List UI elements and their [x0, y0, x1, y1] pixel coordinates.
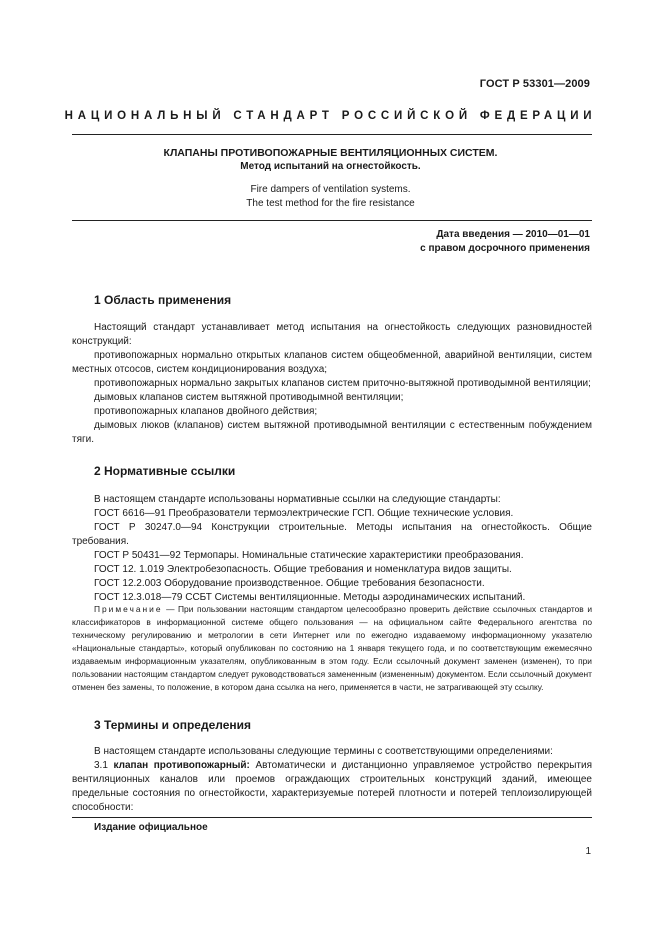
title-ru: КЛАПАНЫ ПРОТИВОПОЖАРНЫЕ ВЕНТИЛЯЦИОННЫХ СИСТЕМ. — [163, 147, 498, 159]
paragraph: противопожарных клапанов двойного действия; — [94, 406, 318, 417]
title-en-line1: Fire dampers of ventilation systems. — [250, 184, 411, 195]
reference-item: ГОСТ Р 50431—92 Термопары. Номинальные статические характеристики преобразования. — [94, 550, 524, 561]
reference-item: ГОСТ 6616—91 Преобразователи термоэлектрические ГСП. Общие технические условия. — [94, 508, 514, 519]
section-heading-terms: 3 Термины и определения — [94, 718, 252, 732]
section-references-body — [72, 493, 592, 605]
reference-item: ГОСТ 12.3.018—79 ССБТ Системы вентиляционные. Методы аэродинамических испытаний. — [94, 592, 526, 603]
gost-code: ГОСТ Р 53301—2009 — [479, 78, 590, 90]
section-scope-body — [72, 321, 592, 447]
early-application-note: с правом досрочного применения — [420, 243, 590, 254]
paragraph: противопожарных нормально открытых клапанов систем общеобменной, аварийной вентиляции, систем местных отсосов, систем кондиционирования воздуха; — [72, 350, 592, 375]
paragraph: дымовых люков (клапанов) систем вытяжной противодымной вентиляции с естественным побуждением тяги. — [72, 420, 592, 445]
page-number: 1 — [585, 846, 591, 857]
divider — [72, 817, 592, 818]
paragraph: В настоящем стандарте использованы нормативные ссылки на следующие стандарты: — [94, 494, 501, 505]
reference-item: ГОСТ 12. 1.019 Электробезопасность. Общие требования и номенклатура видов защиты. — [94, 564, 512, 575]
term-text: Автоматически и дистанционно управляемое устройство перекрытия вентиляционных каналов или проемов ограждающих строительных конструкций зданий, имеющее предельные состояния по огнестойкости, характеризуемые потерей плотности и потерей теплоизолирующей способности: — [72, 760, 593, 813]
note-paragraph — [72, 603, 592, 694]
title-en-line2: The test method for the fire resistance — [246, 198, 415, 209]
paragraph: противопожарных нормально закрытых клапанов систем приточно-вытяжной противодымной вентиляции; — [94, 378, 591, 389]
section-heading-scope: 1 Область применения — [94, 293, 232, 307]
divider — [72, 134, 592, 135]
introduction-date: Дата введения — 2010—01—01 — [436, 229, 590, 240]
reference-item: ГОСТ Р 30247.0—94 Конструкции строительные. Методы испытания на огнестойкость. Общие требования. — [72, 522, 592, 547]
reference-item: ГОСТ 12.2.003 Оборудование производственное. Общие требования безопасности. — [94, 578, 485, 589]
term-definition — [72, 759, 592, 815]
paragraph: В настоящем стандарте использованы следующие термины с соответствующими определениями: — [94, 746, 553, 757]
section-heading-references: 2 Нормативные ссылки — [94, 464, 236, 478]
divider — [72, 220, 592, 221]
paragraph: дымовых клапанов систем вытяжной противодымной вентиляции; — [94, 392, 404, 403]
term-name: клапан противопожарный: — [113, 760, 250, 771]
note-label: Примечание — [94, 604, 163, 614]
note-block — [72, 603, 592, 694]
section-terms-body — [72, 745, 592, 815]
term-number: 3.1 — [94, 760, 108, 771]
subtitle-ru: Метод испытаний на огнестойкость. — [240, 161, 421, 172]
note-text: — При пользовании настоящим стандартом целесообразно проверить действие ссылочных стандартов и классификаторов в информационной системе общего пользования — на официальном сайте Федерального агентства по техническому регулированию и метрологии в сети Интернет или по ежегодно издаваемому информационному указателю «Национальные стандарты», который опубликован по состоянию на 1 января текущего года, и по соответствующим ежемесячно издаваемым информационным указателям, опубликованным в этом году. Если ссылочный документ заменен (изменен), то при пользовании настоящим стандартом следует руководствоваться замененным (измененным) документом. Если ссылочный документ отменен без замены, то положение, в котором дана ссылка на него, применяется в части, не затрагивающей эту ссылку. — [72, 604, 592, 692]
paragraph: Настоящий стандарт устанавливает метод испытания на огнестойкость следующих разновидностей конструкций: — [72, 322, 592, 347]
national-standard-heading: НАЦИОНАЛЬНЫЙ СТАНДАРТ РОССИЙСКОЙ ФЕДЕРАЦИИ — [64, 110, 597, 122]
official-edition-label: Издание официальное — [94, 822, 208, 833]
